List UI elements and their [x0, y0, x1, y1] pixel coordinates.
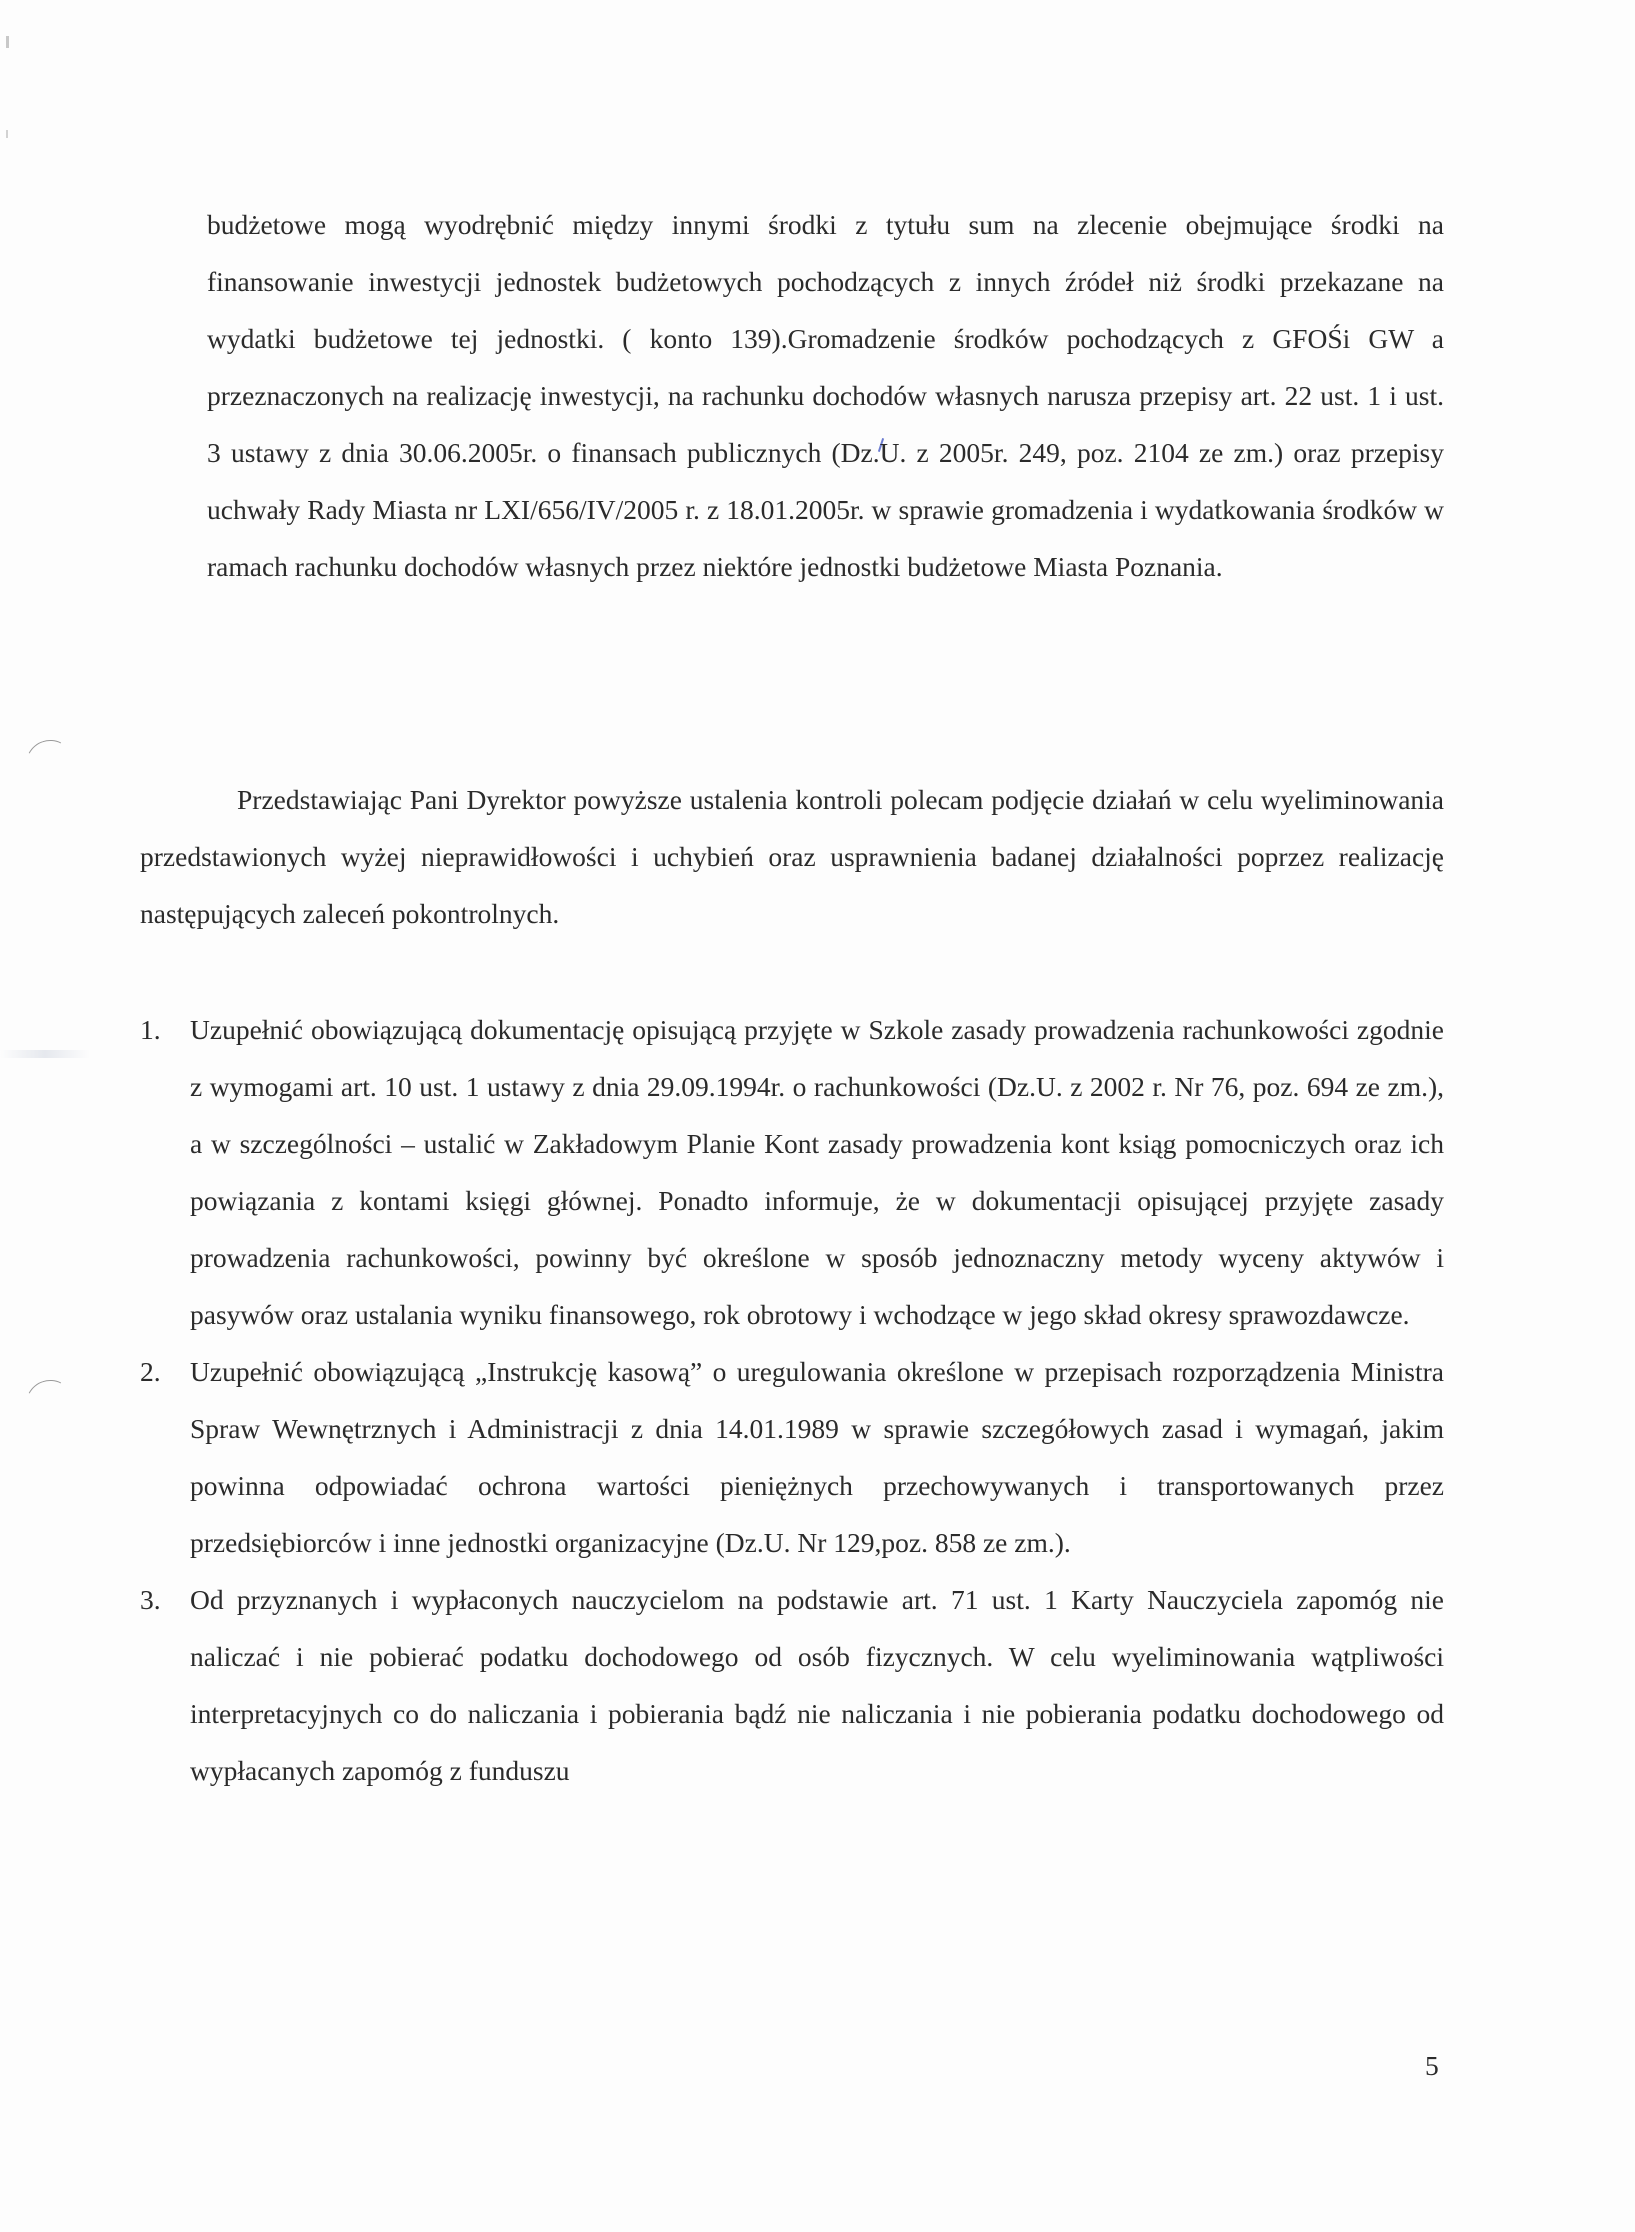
- list-item: [140, 1343, 1444, 1571]
- list-item-number: 3.: [140, 1584, 161, 1615]
- list-item-text: Od przyznanych i wypłaconych nauczycielom na podstawie art. 71 ust. 1 Karty Nauczyciela zapomóg nie naliczać i nie pobierać podatku dochodowego od osób fizycznych. W celu wyeliminowania wątpliwości interpretacyjnych co do naliczania i pobierania bądź nie naliczania i nie pobierania podatku dochodowego od wypłacanych zapomóg z funduszu: [190, 1584, 1444, 1786]
- list-item: [140, 1571, 1444, 1799]
- list-item: [140, 1001, 1444, 1343]
- recommendations-list: [140, 1001, 1444, 1799]
- punch-hole-mark: [20, 1374, 80, 1434]
- list-item-number: 1.: [140, 1014, 161, 1045]
- paragraph-text: budżetowe mogą wyodrębnić między innymi środki z tytułu sum na zlecenie obejmujące środki na finansowanie inwestycji jednostek budżetowych pochodzących z innych źródeł niż środki przekazane na wydatki budżetowe tej jednostki. ( konto 139).Gromadzenie środków pochodzących z GFOŚi GW a przeznaczonych na realizację inwestycji, na rachunku dochodów własnych narusza przepisy art. 22 ust. 1 i ust. 3 ustawy z dnia 30.06.2005r. o finansach publicznych (Dz.U. z 2005r. 249, poz. 2104 ze zm.) oraz przepisy uchwały Rady Miasta nr LXI/656/IV/2005 r. z 18.01.2005r. w sprawie gromadzenia i wydatkowania środków w ramach rachunku dochodów własnych przez niektóre jednostki budżetowe Miasta Poznania.: [207, 209, 1444, 582]
- list-item-text: Uzupełnić obowiązującą dokumentację opisującą przyjęte w Szkole zasady prowadzenia rachunkowości zgodnie z wymogami art. 10 ust. 1 ustawy z dnia 29.09.1994r. o rachunkowości (Dz.U. z 2002 r. Nr 76, poz. 694 ze zm.), a w szczególności – ustalić w Zakładowym Planie Kont zasady prowadzenia kont ksiąg pomocniczych oraz ich powiązania z kontami księgi głównej. Ponadto informuje, że w dokumentacji opisującej przyjęte zasady prowadzenia rachunkowości, powinny być określone w sposób jednoznaczny metody wyceny aktywów i pasywów oraz ustalania wyniku finansowego, rok obrotowy i wchodzące w jego skład okresy sprawozdawcze.: [190, 1014, 1444, 1330]
- scan-smudge: [0, 1050, 90, 1058]
- paragraph-text: Przedstawiając Pani Dyrektor powyższe ustalenia kontroli polecam podjęcie działań w celu wyeliminowania przedstawionych wyżej nieprawidłowości i uchybień oraz usprawnienia badanej działalności poprzez realizację następujących zaleceń pokontrolnych.: [140, 784, 1444, 929]
- list-item-number: 2.: [140, 1356, 161, 1387]
- scan-artifact: [6, 130, 8, 138]
- scan-artifact: [6, 36, 9, 48]
- recommendation-intro-paragraph: [140, 771, 1444, 942]
- page-number: 5: [1425, 2050, 1439, 2081]
- punch-hole-mark: [20, 734, 80, 794]
- list-item-text: Uzupełnić obowiązującą „Instrukcję kasową” o uregulowania określone w przepisach rozporządzenia Ministra Spraw Wewnętrznych i Administracji z dnia 14.01.1989 w sprawie szczegółowych zasad i wymagań, jakim powinna odpowiadać ochrona wartości pieniężnych przechowywanych i transportowanych przez przedsiębiorców i inne jednostki organizacyjne (Dz.U. Nr 129,poz. 858 ze zm.).: [190, 1356, 1444, 1558]
- continuation-paragraph: [207, 196, 1444, 595]
